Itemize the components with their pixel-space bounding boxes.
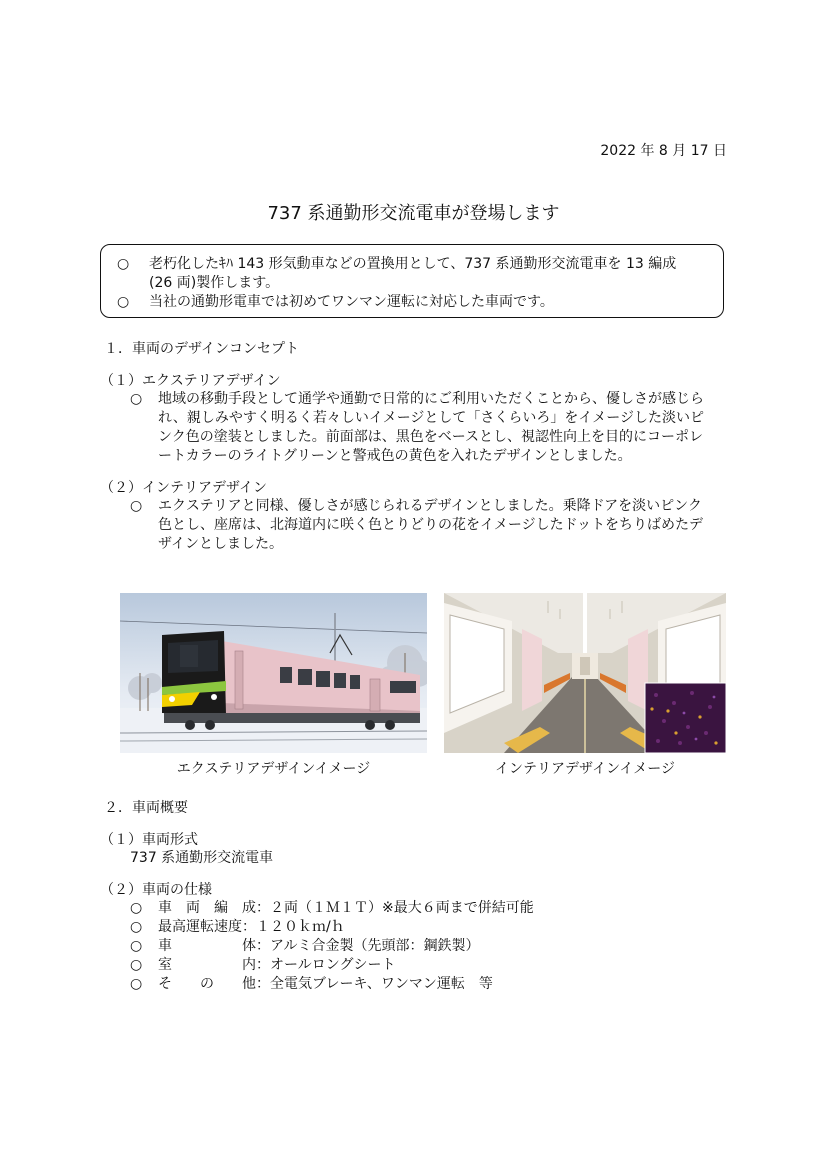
interior-design-image — [444, 593, 726, 753]
interior-bullet: ○ — [130, 498, 143, 514]
spec-value: ：全電気ブレーキ、ワンマン運転 等 — [256, 976, 493, 992]
section-1-heading: １．車両のデザインコンセプト — [104, 341, 300, 357]
spec-bullet: ○ — [130, 938, 143, 954]
spec-row — [158, 918, 345, 936]
exterior-line-1: 地域の移動手段として通学や通勤で日常的にご利用いただくことから、優しさが感じら — [158, 391, 704, 407]
spec-row — [158, 899, 534, 917]
interior-design-heading: （２）インテリアデザイン — [100, 480, 268, 496]
spec-value: ：アルミ合金製（先頭部：鋼鉄製） — [256, 938, 480, 954]
interior-line-2: 色とし、座席は、北海道内に咲く色とりどりの花をイメージしたドットをちりばめたデ — [158, 517, 704, 533]
spec-value: ：１２０ｋｍ/ｈ — [242, 919, 345, 935]
exterior-bullet: ○ — [130, 391, 143, 407]
document-date: 2022 年 8 月 17 日 — [600, 143, 727, 159]
spec-bullet: ○ — [130, 957, 143, 973]
spec-row — [158, 937, 479, 955]
spec-row — [158, 975, 493, 993]
interior-image-caption: インテリアデザインイメージ — [495, 761, 675, 777]
exterior-design-heading: （１）エクステリアデザイン — [100, 373, 281, 389]
summary-item-2: 当社の通勤形電車では初めてワンマン運転に対応した車両です。 — [149, 294, 554, 310]
spec-label: 車 両 編 成 — [158, 900, 256, 916]
summary-bullet-2: ○ — [117, 294, 130, 310]
summary-box — [100, 244, 724, 318]
spec-label: 最高運転速度 — [158, 919, 242, 935]
spec-label: 車 体 — [158, 938, 256, 954]
spec-bullet: ○ — [130, 919, 143, 935]
exterior-line-3: ンク色の塗装としました。前面部は、黒色をベースとし、視認性向上を目的にコーポレ — [158, 429, 704, 445]
exterior-line-2: れ、親しみやすく明るく若々しいイメージとして「さくらいろ」をイメージした淡いピ — [158, 410, 704, 426]
vehicle-type-value: 737 系通勤形交流電車 — [130, 850, 274, 866]
specifications-heading: （２）車両の仕様 — [100, 882, 212, 898]
spec-label: 室 内 — [158, 957, 256, 973]
exterior-image-caption: エクステリアデザインイメージ — [176, 761, 371, 777]
summary-bullet-1: ○ — [117, 256, 130, 272]
train-interior-illustration — [444, 593, 726, 753]
spec-bullet: ○ — [130, 900, 143, 916]
interior-line-1: エクステリアと同様、優しさが感じられるデザインとしました。乗降ドアを淡いピンク — [158, 498, 702, 514]
spec-row — [158, 956, 395, 974]
summary-item-1-line-1: 老朽化したｷﾊ 143 形気動車などの置換用として、737 系通勤形交流電車を 13 編成 — [149, 256, 677, 272]
spec-label: そ の 他 — [158, 976, 256, 992]
spec-value: ：オールロングシート — [256, 957, 396, 973]
spec-value: ：２両（１Ｍ１Ｔ）※最大６両まで併結可能 — [256, 900, 534, 916]
interior-line-3: ザインとしました。 — [158, 536, 284, 552]
vehicle-type-heading: （１）車両形式 — [100, 832, 198, 848]
section-2-heading: ２．車両概要 — [104, 800, 188, 816]
spec-bullet: ○ — [130, 976, 143, 992]
summary-item-1-line-2: (26 両)製作します。 — [149, 275, 280, 291]
train-exterior-illustration — [120, 593, 427, 753]
exterior-line-4: ートカラーのライトグリーンと警戒色の黄色を入れたデザインとしました。 — [158, 448, 632, 464]
page-title: 737 系通勤形交流電車が登場します — [267, 203, 560, 224]
exterior-design-image — [120, 593, 427, 753]
